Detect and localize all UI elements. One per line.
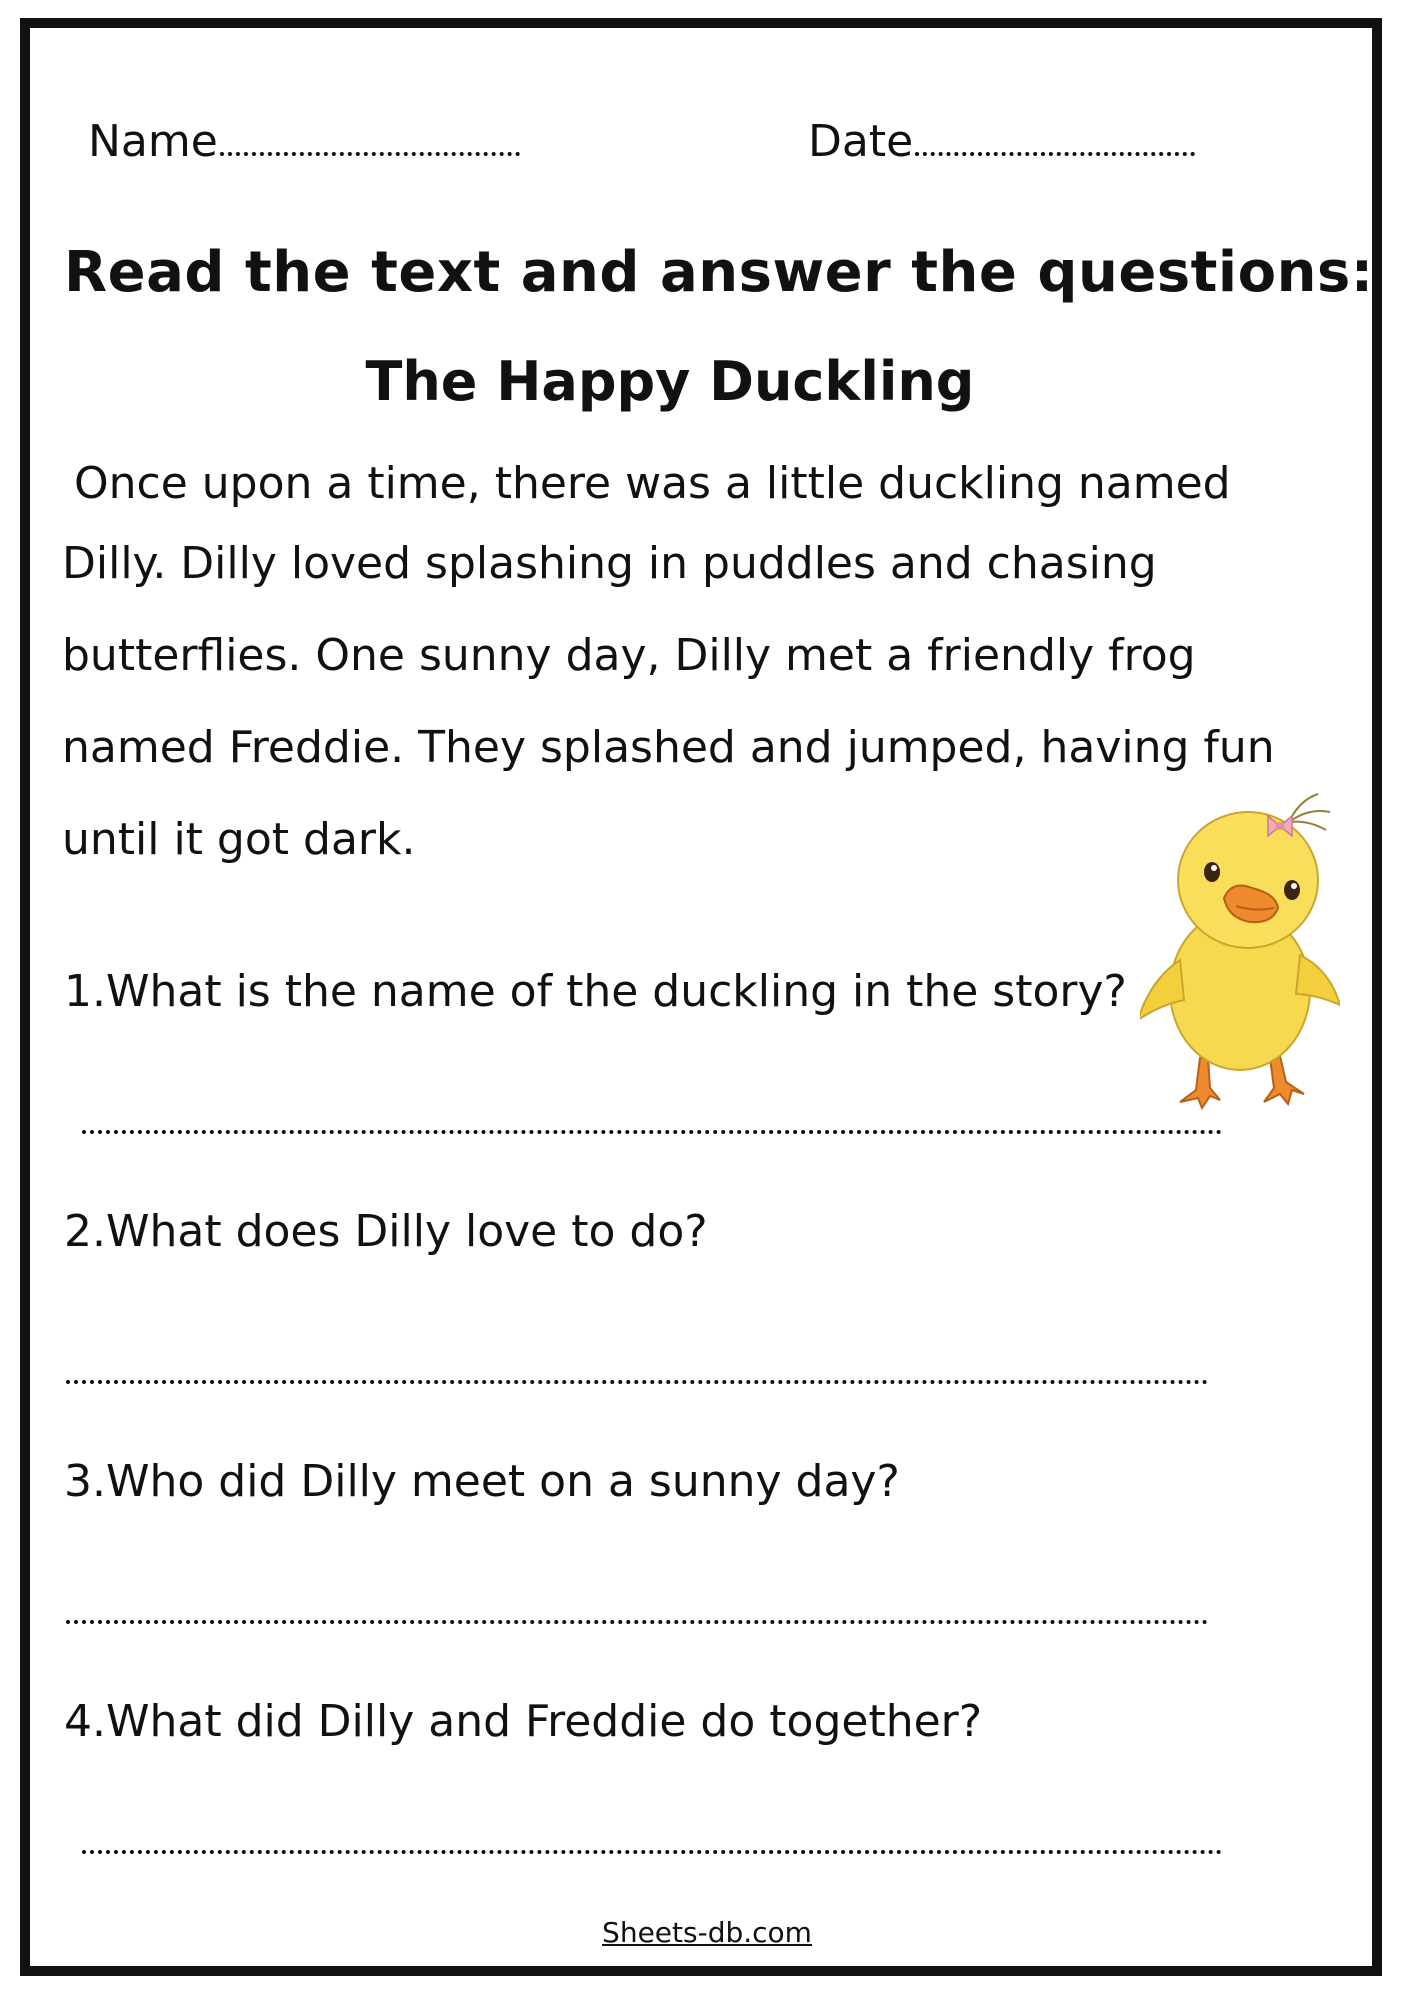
date-field[interactable] bbox=[808, 112, 1195, 172]
duckling-tuft bbox=[1290, 794, 1330, 830]
story-title: The Happy Duckling bbox=[365, 350, 975, 413]
passage-line: Dilly. Dilly loved splashing in puddles and chasing bbox=[62, 538, 1157, 589]
question-1: 1.What is the name of the duckling in the story? bbox=[64, 966, 1127, 1017]
date-dotted-line bbox=[915, 152, 1195, 156]
name-label: Name bbox=[88, 116, 218, 167]
question-4: 4.What did Dilly and Freddie do together? bbox=[64, 1696, 983, 1747]
passage-line: until it got dark. bbox=[62, 814, 416, 865]
passage-line: butterflies. One sunny day, Dilly met a friendly frog bbox=[62, 630, 1196, 681]
passage-line: Once upon a time, there was a little duckling named bbox=[74, 458, 1231, 509]
name-field[interactable] bbox=[88, 112, 520, 172]
answer-line-4[interactable] bbox=[82, 1850, 1222, 1854]
instruction-heading: Read the text and answer the questions: bbox=[64, 240, 1374, 305]
duckling-head bbox=[1178, 812, 1318, 948]
footer-site-link[interactable]: Sheets-db.com bbox=[602, 1916, 812, 1949]
answer-line-2[interactable] bbox=[66, 1380, 1208, 1384]
question-3: 3.Who did Dilly meet on a sunny day? bbox=[64, 1456, 900, 1507]
question-2: 2.What does Dilly love to do? bbox=[64, 1206, 708, 1257]
duckling-left-eye bbox=[1204, 862, 1220, 882]
duckling-icon bbox=[1140, 790, 1340, 1120]
name-dotted-line bbox=[220, 152, 520, 156]
date-label: Date bbox=[808, 116, 914, 167]
passage-line: named Freddie. They splashed and jumped, having fun bbox=[62, 722, 1275, 773]
answer-line-3[interactable] bbox=[66, 1620, 1208, 1624]
answer-line-1[interactable] bbox=[82, 1130, 1222, 1134]
duckling-right-eye bbox=[1284, 880, 1300, 900]
